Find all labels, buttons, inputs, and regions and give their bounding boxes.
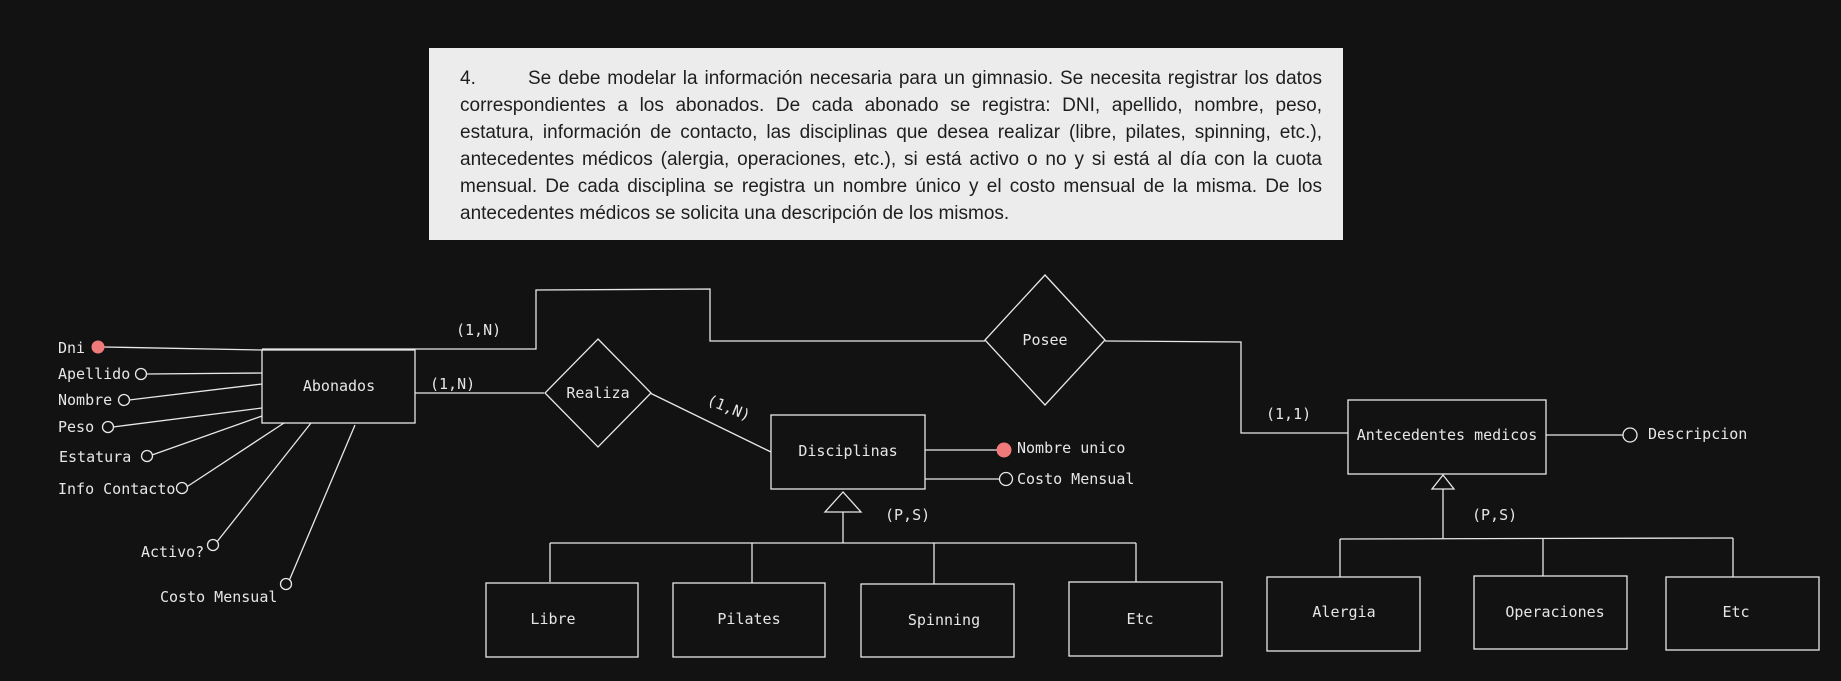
entity-abonados[interactable] xyxy=(262,350,415,423)
entity-alergia[interactable] xyxy=(1267,577,1420,651)
line-posee-antecedentes xyxy=(1105,341,1348,433)
entity-etc-antecedentes[interactable] xyxy=(1666,577,1819,650)
line-attr-dni xyxy=(104,347,262,350)
key-marker-dni xyxy=(92,341,104,353)
line-attr-nombre xyxy=(129,384,262,400)
line-attr-activo xyxy=(216,423,311,543)
cardinality-abonados-realiza: (1,N) xyxy=(430,375,476,393)
line-attr-estatura xyxy=(152,416,262,455)
line-abonados-posee xyxy=(262,289,985,349)
entity-libre-label: Libre xyxy=(530,610,576,628)
attr-dni: Dni xyxy=(58,339,86,357)
attr-nombre: Nombre xyxy=(58,391,113,409)
line-attr-costo-mensual xyxy=(289,425,355,581)
attr-info-contacto: Info Contacto xyxy=(58,480,176,498)
hierarchy-antecedentes-bar xyxy=(1340,538,1733,539)
statement-number: 4. xyxy=(460,68,476,89)
entity-abonados-label: Abonados xyxy=(302,377,376,395)
line-attr-apellido xyxy=(146,373,262,374)
hierarchy-label-disciplinas: (P,S) xyxy=(885,506,931,524)
attr-marker-peso xyxy=(103,422,114,433)
entity-etc-antecedentes-label: Etc xyxy=(1722,603,1750,621)
entity-spinning-label: Spinning xyxy=(907,611,981,629)
statement-text: Se debe modelar la información necesaria para un gimnasio. Se necesita registrar los datos correspondientes a los abonados. De cada abonado se registra: DNI, apellido, nombre, peso, estatura, información de contacto, las disciplinas que desea realizar (libre, pilates, spinning, etc.), antecedentes médicos (alergia, operaciones, etc.), si está activo o no y si está al día con la cuota mensual. De cada disciplina se registra un nombre único y el costo mensual de la misma. De los antecedentes médicos se solicita una descripción de los mismos. xyxy=(460,68,1322,224)
attr-estatura: Estatura xyxy=(59,448,132,466)
entity-etc-disciplinas[interactable] xyxy=(1069,582,1222,656)
cardinality-posee-antecedentes: (1,1) xyxy=(1266,405,1312,423)
attr-activo: Activo? xyxy=(141,543,205,561)
relationship-realiza[interactable] xyxy=(545,339,651,447)
entity-operaciones[interactable] xyxy=(1474,576,1627,649)
attr-apellido: Apellido xyxy=(58,365,131,383)
cardinality-realiza-disciplinas: (1,N) xyxy=(704,391,754,425)
relationship-realiza-label: Realiza xyxy=(566,384,630,402)
attr-nombre-unico: Nombre unico xyxy=(1017,439,1126,457)
attr-marker-estatura xyxy=(142,451,153,462)
attr-peso: Peso xyxy=(58,418,95,436)
entity-pilates-label: Pilates xyxy=(717,610,781,628)
entity-alergia-label: Alergia xyxy=(1312,603,1376,621)
attr-marker-nombre xyxy=(119,395,130,406)
entity-disciplinas-label: Disciplinas xyxy=(798,442,898,460)
line-attr-info-contacto xyxy=(185,423,284,488)
isa-triangle-disciplinas xyxy=(825,492,861,512)
entity-pilates[interactable] xyxy=(673,583,825,657)
attr-marker-info-contacto xyxy=(177,483,188,494)
entity-disciplinas[interactable] xyxy=(771,415,925,489)
hierarchy-label-antecedentes: (P,S) xyxy=(1472,506,1518,524)
attr-marker-descripcion xyxy=(1623,428,1637,442)
attr-marker-activo xyxy=(208,540,219,551)
entity-spinning[interactable] xyxy=(861,584,1014,657)
relationship-posee[interactable] xyxy=(985,275,1105,405)
attr-marker-costo-mensual xyxy=(281,579,292,590)
relationship-posee-label: Posee xyxy=(1022,331,1068,349)
entity-libre[interactable] xyxy=(486,583,638,657)
entity-etc-disciplinas-label: Etc xyxy=(1126,610,1154,628)
entity-operaciones-label: Operaciones xyxy=(1505,603,1605,621)
key-marker-nombre-unico xyxy=(997,443,1011,457)
attr-marker-costo-disciplina xyxy=(1000,473,1013,486)
entity-antecedentes-medicos[interactable] xyxy=(1348,400,1546,474)
attr-costo-mensual-disciplina: Costo Mensual xyxy=(1017,470,1135,488)
attr-descripcion: Descripcion xyxy=(1648,425,1748,443)
entity-antecedentes-label: Antecedentes medicos xyxy=(1356,426,1538,444)
isa-triangle-antecedentes xyxy=(1432,475,1454,489)
attr-marker-apellido xyxy=(136,369,147,380)
cardinality-abonados-posee: (1,N) xyxy=(456,321,502,339)
attr-costo-mensual-abonado: Costo Mensual xyxy=(160,588,278,606)
